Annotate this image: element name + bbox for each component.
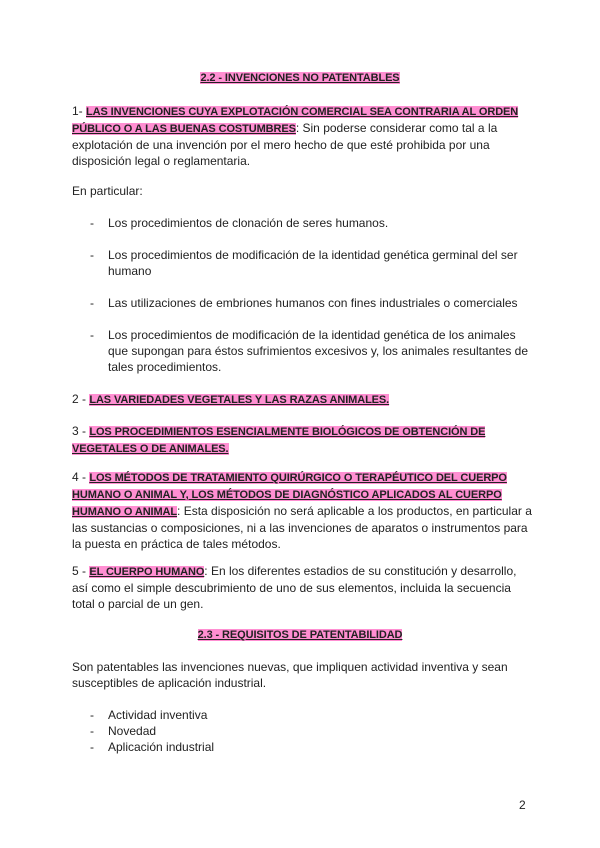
list-item-text: Aplicación industrial xyxy=(108,740,215,754)
bullet-dash: - xyxy=(90,248,94,262)
item-5-paragraph xyxy=(72,563,532,612)
item-description: : Sin poderse considerar como tal a la explotación de una invención por el mero hecho de que esté prohibida por una disposición legal o reglamentaria. xyxy=(72,121,498,168)
list-item-text: Actividad inventiva xyxy=(108,708,208,722)
section-heading-2-3 xyxy=(0,629,600,641)
list-item xyxy=(90,215,530,231)
item-3-paragraph xyxy=(72,423,532,457)
bullet-dash: - xyxy=(90,296,94,310)
list-item xyxy=(90,295,530,311)
list-item-text: Las utilizaciones de embriones humanos con fines industriales o comerciales xyxy=(108,296,518,310)
highlighted-term: EL CUERPO HUMANO xyxy=(89,566,205,578)
item-description: : En los diferentes estadios de su constitución y desarrollo, así como el simple descubrimiento de uno de sus elementos, incluida la secuencia total o parcial de un gen. xyxy=(72,564,517,611)
bullet-dash: - xyxy=(90,740,94,754)
list-item-text: Novedad xyxy=(108,724,157,738)
bullet-dash: - xyxy=(90,708,94,722)
item-4-paragraph xyxy=(72,469,532,552)
list-item-text: Los procedimientos de modificación de la identidad genética germinal del ser humano xyxy=(108,248,518,278)
item-number: 4 - xyxy=(72,470,90,484)
list-item xyxy=(90,247,530,279)
highlighted-term: LOS PROCEDIMIENTOS ESENCIALMENTE BIOLÓGICOS DE OBTENCIÓN DE VEGETALES O DE ANIMALES. xyxy=(72,426,486,455)
list-item-text: Los procedimientos de clonación de seres humanos. xyxy=(108,216,389,230)
list-item xyxy=(90,327,530,375)
highlighted-term: LAS VARIEDADES VEGETALES Y LAS RAZAS ANIMALES. xyxy=(89,394,390,406)
bullet-dash: - xyxy=(90,328,94,342)
highlighted-term: LOS MÉTODOS DE TRATAMIENTO QUIRÚRGICO O TERAPÉUTICO DEL CUERPO HUMANO O ANIMAL Y, LOS MÉTODOS DE DIAGNÓSTICO APLICADOS AL CUERPO HUMANO O ANIMAL xyxy=(72,472,507,518)
en-particular-label: En particular: xyxy=(72,184,143,198)
highlighted-term: LAS INVENCIONES CUYA EXPLOTACIÓN COMERCIAL SEA CONTRARIA AL ORDEN PÚBLICO O A LAS BUENAS COSTUMBRES xyxy=(72,106,519,135)
item-number: 1- xyxy=(72,104,87,118)
item-2-paragraph xyxy=(72,391,532,408)
bullet-dash: - xyxy=(90,724,94,738)
item-description: : Esta disposición no será aplicable a los productos, en particular a las sustancias o composiciones, ni a las invenciones de aparatos o instrumentos para la puesta en práctica de tales métodos. xyxy=(72,504,532,551)
list-item xyxy=(90,739,530,755)
heading-text: 2.2 - INVENCIONES NO PATENTABLES xyxy=(200,72,400,84)
list-item-text: Los procedimientos de modificación de la identidad genética de los animales que supongan para éstos sufrimientos excesivos y, los animales resultantes de tales procedimientos. xyxy=(108,328,529,374)
heading-text: 2.3 - REQUISITOS DE PATENTABILIDAD xyxy=(197,629,403,641)
item-number: 5 - xyxy=(72,564,90,578)
bullet-dash: - xyxy=(90,216,94,230)
item-number: 3 - xyxy=(72,424,90,438)
item-1-paragraph xyxy=(72,103,532,169)
item-number: 2 - xyxy=(72,392,90,406)
list-item xyxy=(90,707,530,723)
requisitos-intro: Son patentables las invenciones nuevas, que impliquen actividad inventiva y sean susceptibles de aplicación industrial. xyxy=(72,660,508,690)
section-heading-2-2 xyxy=(0,72,600,84)
list-item xyxy=(90,723,530,739)
page-number: 2 xyxy=(519,798,526,812)
